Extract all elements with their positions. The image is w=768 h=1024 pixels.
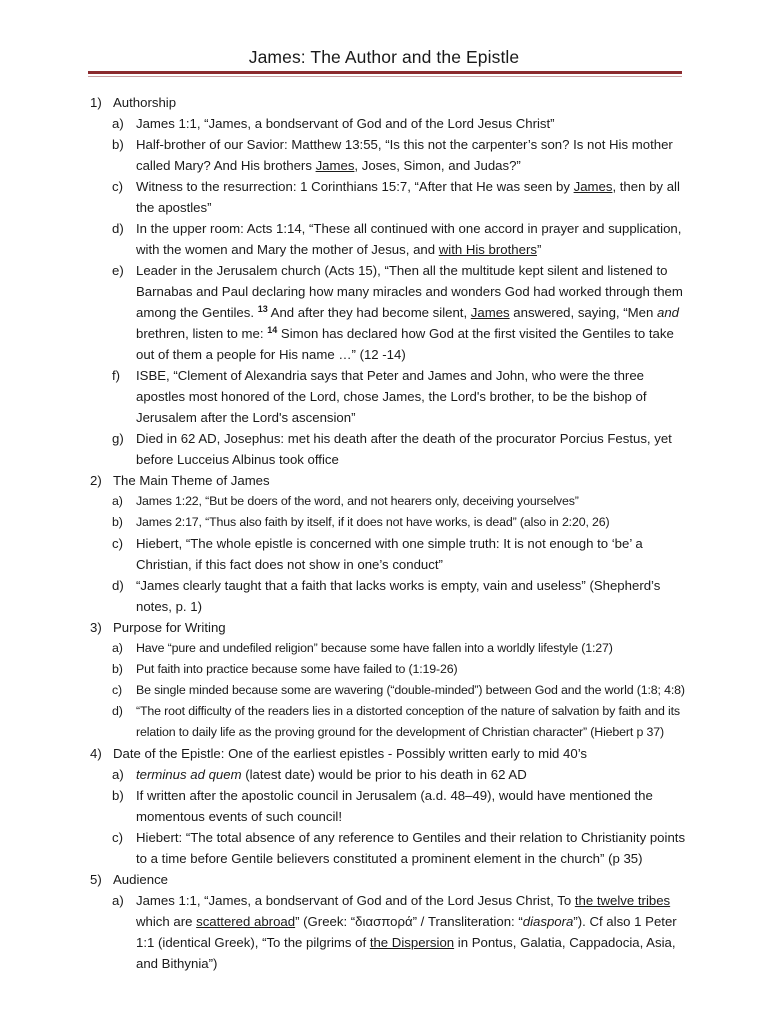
section-heading: The Main Theme of James bbox=[113, 473, 270, 488]
item-text: brethren, listen to me: bbox=[136, 326, 268, 341]
outline-item bbox=[88, 512, 688, 533]
item-letter: a) bbox=[112, 494, 123, 508]
item-letter: d) bbox=[112, 704, 123, 718]
outline-item bbox=[88, 680, 688, 701]
outline-item bbox=[88, 428, 688, 470]
item-text: Have “pure and undefiled religion” because some have fallen into a worldly lifestyle (1:27) bbox=[136, 641, 613, 655]
underlined-text: James bbox=[470, 305, 510, 320]
outline-item bbox=[88, 890, 688, 974]
item-text: If written after the apostolic council in Jerusalem (a.d. 48–49), would have mentioned the momentous events of such council! bbox=[136, 788, 653, 824]
item-letter: a) bbox=[112, 641, 123, 655]
item-text: in Pontus, Galatia, Cappadocia, Asia, and Bithynia”) bbox=[136, 935, 676, 971]
outline-section bbox=[88, 470, 688, 491]
item-text: Leader in the Jerusalem church (Acts 15), “Then all the multitude kept silent and listened to Barnabas and Paul declaring how many miracles and wonders God had worked through them among the Gentiles. bbox=[136, 263, 683, 320]
item-letter: c) bbox=[112, 830, 123, 845]
item-text: In the upper room: Acts 1:14, “These all continued with one accord in prayer and supplication, with the women and Mary the mother of Jesus, and bbox=[136, 221, 682, 257]
section-number: 4) bbox=[90, 746, 102, 761]
item-letter: g) bbox=[112, 431, 124, 446]
item-text: answered, saying, “Men bbox=[509, 305, 657, 320]
outline-item bbox=[88, 533, 688, 575]
item-letter: e) bbox=[112, 263, 124, 278]
item-text: Witness to the resurrection: 1 Corinthians 15:7, “After that He was seen by bbox=[136, 179, 574, 194]
underlined-text: scattered abroad bbox=[196, 914, 296, 929]
underlined-text: the Dispersion bbox=[369, 935, 455, 950]
outline-item bbox=[88, 764, 688, 785]
item-text: ” (Greek: “διασπορά” / Transliteration: “ bbox=[295, 914, 523, 929]
outline-item bbox=[88, 491, 688, 512]
item-letter: b) bbox=[112, 788, 124, 803]
outline-section bbox=[88, 869, 688, 890]
item-text: James 1:1, “James, a bondservant of God and of the Lord Jesus Christ” bbox=[136, 116, 555, 131]
outline-item bbox=[88, 575, 688, 617]
outline-item bbox=[88, 827, 688, 869]
item-letter: f) bbox=[112, 368, 121, 383]
item-text: ” bbox=[536, 242, 542, 257]
outline-item bbox=[88, 260, 688, 365]
outline-list bbox=[88, 92, 688, 974]
section-number: 2) bbox=[90, 473, 102, 488]
item-text: , Joses, Simon, and Judas?” bbox=[354, 158, 521, 173]
underlined-text: the twelve tribes bbox=[574, 893, 671, 908]
outline-section bbox=[88, 92, 688, 113]
section-heading: Audience bbox=[113, 872, 168, 887]
title-rule bbox=[88, 71, 682, 74]
outline-section bbox=[88, 743, 688, 764]
item-text: Simon has declared how God at the first visited the Gentiles to take out of them a people for His name …” (12 -14) bbox=[136, 326, 674, 362]
item-letter: d) bbox=[112, 578, 124, 593]
outline-item bbox=[88, 659, 688, 680]
item-text: And after they had become silent, bbox=[267, 305, 471, 320]
item-text: Died in 62 AD, Josephus: met his death after the death of the procurator Porcius Festus, yet before Lucceius Albinus took office bbox=[136, 431, 672, 467]
item-text: (latest date) would be prior to his death in 62 AD bbox=[241, 767, 527, 782]
outline-item bbox=[88, 113, 688, 134]
item-letter: a) bbox=[112, 116, 124, 131]
item-letter: d) bbox=[112, 221, 124, 236]
outline-item bbox=[88, 218, 688, 260]
item-text: terminus ad quem bbox=[136, 767, 242, 782]
outline-item bbox=[88, 176, 688, 218]
item-text: ”). Cf also 1 Peter 1:1 (identical Greek), “To the pilgrims of bbox=[136, 914, 677, 950]
item-text: “The root difficulty of the readers lies in a distorted conception of the nature of salvation by faith and its relation to daily life as the proving ground for the development of Christian character” (Hiebert p 37) bbox=[136, 704, 680, 739]
outline-item bbox=[88, 785, 688, 827]
item-letter: b) bbox=[112, 137, 124, 152]
item-letter: b) bbox=[112, 515, 123, 529]
item-text: Half-brother of our Savior: Matthew 13:55, “Is this not the carpenter’s son? Is not His mother called Mary? And His brothers bbox=[136, 137, 673, 173]
item-text: Put faith into practice because some have failed to (1:19-26) bbox=[136, 662, 458, 676]
underlined-text: James bbox=[315, 158, 355, 173]
outline-item bbox=[88, 134, 688, 176]
underlined-text: James bbox=[573, 179, 613, 194]
verse-number: 14 bbox=[267, 325, 278, 335]
item-letter: c) bbox=[112, 683, 123, 697]
verse-number: 13 bbox=[257, 304, 268, 314]
item-text: James 1:1, “James, a bondservant of God and of the Lord Jesus Christ, To bbox=[136, 893, 575, 908]
section-heading: Date of the Epistle: One of the earliest epistles - Possibly written early to mid 40’s bbox=[113, 746, 587, 761]
item-letter: a) bbox=[112, 767, 124, 782]
document-title: James: The Author and the Epistle bbox=[248, 47, 520, 67]
section-number: 5) bbox=[90, 872, 102, 887]
item-text: , then by all the apostles” bbox=[136, 179, 680, 215]
outline-item bbox=[88, 365, 688, 428]
item-text: James 2:17, “Thus also faith by itself, if it does not have works, is dead” (also in 2:20, 26) bbox=[136, 515, 610, 529]
title-rule-thin bbox=[88, 76, 682, 77]
item-letter: a) bbox=[112, 893, 124, 908]
outline-section bbox=[88, 617, 688, 638]
item-text: James 1:22, “But be doers of the word, and not hearers only, deceiving yourselves” bbox=[136, 494, 579, 508]
item-text: which are bbox=[136, 914, 197, 929]
item-text: diaspora bbox=[522, 914, 574, 929]
section-number: 1) bbox=[90, 95, 102, 110]
item-text: Hiebert: “The total absence of any reference to Gentiles and their relation to Christianity points to a time before Gentile believers constituted a prominent element in the church” (p 35) bbox=[136, 830, 686, 866]
item-text: and bbox=[656, 305, 679, 320]
item-text: ISBE, “Clement of Alexandria says that Peter and James and John, who were the three apostles most honored of the Lord, chose James, the Lord's brother, to be the bishop of Jerusalem after the Lord's ascension” bbox=[136, 368, 647, 425]
item-letter: c) bbox=[112, 179, 123, 194]
outline-item bbox=[88, 701, 688, 743]
item-letter: c) bbox=[112, 536, 123, 551]
section-heading: Purpose for Writing bbox=[113, 620, 226, 635]
item-text: Hiebert, “The whole epistle is concerned with one simple truth: It is not enough to ‘be’ a Christian, if this fact does not show in one’s conduct” bbox=[136, 536, 643, 572]
underlined-text: with His brothers bbox=[438, 242, 537, 257]
section-number: 3) bbox=[90, 620, 102, 635]
item-letter: b) bbox=[112, 662, 123, 676]
item-text: Be single minded because some are wavering (“double-minded”) between God and the world (1:8; 4:8) bbox=[136, 683, 685, 697]
item-text: “James clearly taught that a faith that lacks works is empty, vain and useless” (Shepherd’s notes, p. 1) bbox=[136, 578, 661, 614]
outline-item bbox=[88, 638, 688, 659]
section-heading: Authorship bbox=[113, 95, 177, 110]
